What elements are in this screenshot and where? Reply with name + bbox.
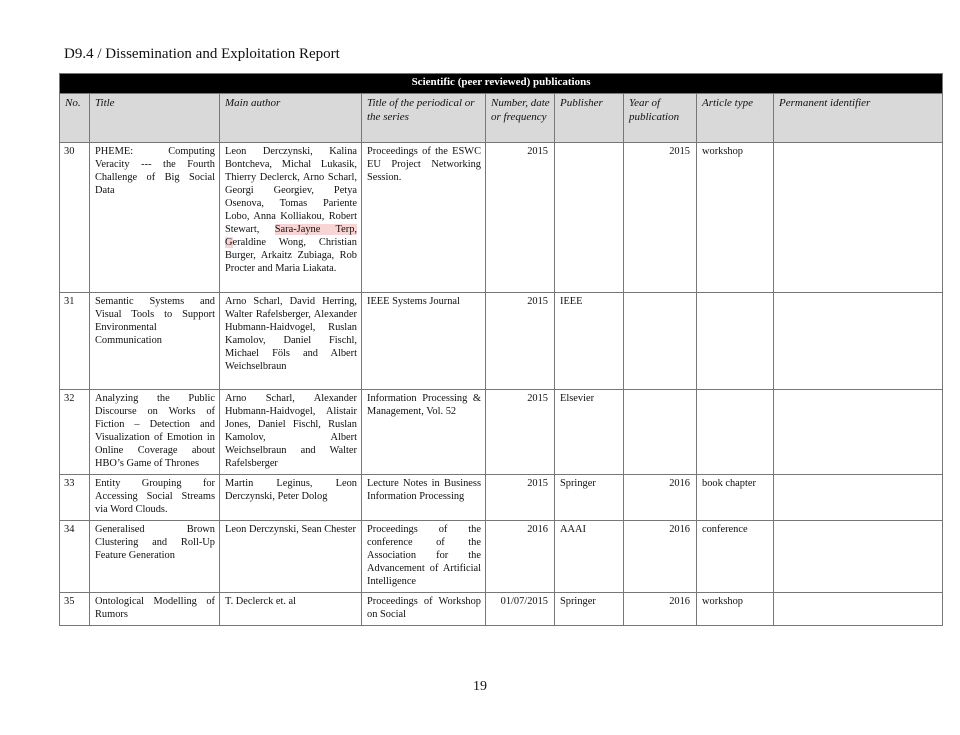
col-number: Number, date or frequency [486, 94, 555, 143]
row-publisher: Springer [555, 475, 624, 521]
row-periodical: Information Processing & Management, Vol. 52 [362, 390, 486, 475]
table-row [60, 521, 943, 593]
row-title: Generalised Brown Clustering and Roll-Up Feature Generation [90, 521, 220, 593]
row-identifier [774, 293, 943, 390]
row-publisher: Elsevier [555, 390, 624, 475]
table-row [60, 293, 943, 390]
col-article-type: Article type [697, 94, 774, 143]
row-no: 31 [60, 293, 90, 390]
row-author: Arno Scharl, Alexander Hubmann-Haidvogel, Alistair Jones, Daniel Fischl, Ruslan Kamolov, Albert Weichselbraun and Walter Rafelsberger [220, 390, 362, 475]
row-type [697, 293, 774, 390]
column-header-row [60, 94, 943, 143]
row-no: 34 [60, 521, 90, 593]
row-year: 2016 [624, 475, 697, 521]
author-highlight: Sara-Jayne Terp, G [225, 224, 357, 248]
row-no: 33 [60, 475, 90, 521]
row-number: 2016 [486, 521, 555, 593]
row-publisher [555, 143, 624, 293]
publications-table-container [59, 73, 942, 626]
row-periodical: Proceedings of the ESWC EU Project Networking Session. [362, 143, 486, 293]
row-publisher: IEEE [555, 293, 624, 390]
row-title: Ontological Modelling of Rumors [90, 593, 220, 626]
row-number: 2015 [486, 390, 555, 475]
row-periodical: IEEE Systems Journal [362, 293, 486, 390]
row-year [624, 293, 697, 390]
row-type: conference [697, 521, 774, 593]
author-text: Leon Derczynski, Kalina Bontcheva, Michal Lukasik, Thierry Declerck, Arno Scharl, Georgi Georgiev, Petya Osenova, Tomas Pariente Lobo, Anna Kolliakou, Robert Stewart, [225, 146, 357, 235]
row-publisher: AAAI [555, 521, 624, 593]
table-row [60, 390, 943, 475]
col-no: No. [60, 94, 90, 143]
row-title: PHEME: Computing Veracity --- the Fourth Challenge of Big Social Data [90, 143, 220, 293]
row-author: Martin Leginus, Leon Derczynski, Peter Dolog [220, 475, 362, 521]
row-type: workshop [697, 593, 774, 626]
row-identifier [774, 593, 943, 626]
row-author: Leon Derczynski, Sean Chester [220, 521, 362, 593]
publications-table [59, 73, 943, 626]
row-author: T. Declerck et. al [220, 593, 362, 626]
row-year: 2016 [624, 521, 697, 593]
row-number: 01/07/2015 [486, 593, 555, 626]
row-year: 2016 [624, 593, 697, 626]
col-title: Title [90, 94, 220, 143]
table-row [60, 475, 943, 521]
row-periodical: Proceedings of the conference of the Association for the Advancement of Artificial Intelligence [362, 521, 486, 593]
row-identifier [774, 143, 943, 293]
row-author: Arno Scharl, David Herring, Walter Rafelsberger, Alexander Hubmann-Haidvogel, Ruslan Kamolov, Daniel Fischl, Michael Föls and Albert Weichselbraun [220, 293, 362, 390]
row-title: Analyzing the Public Discourse on Works of Fiction – Detection and Visualization of Emotion in Online Coverage about HBO’s Game of Thrones [90, 390, 220, 475]
table-banner: Scientific (peer reviewed) publications [60, 74, 943, 94]
row-periodical: Proceedings of Workshop on Social [362, 593, 486, 626]
row-year [624, 390, 697, 475]
table-row [60, 593, 943, 626]
col-periodical: Title of the periodical or the series [362, 94, 486, 143]
row-identifier [774, 390, 943, 475]
row-identifier [774, 521, 943, 593]
document-header: D9.4 / Dissemination and Exploitation Report [64, 46, 340, 62]
row-author [220, 143, 362, 293]
row-title: Semantic Systems and Visual Tools to Support Environmental Communication [90, 293, 220, 390]
col-publisher: Publisher [555, 94, 624, 143]
row-no: 35 [60, 593, 90, 626]
col-main-author: Main author [220, 94, 362, 143]
col-identifier: Permanent identifier [774, 94, 943, 143]
col-year: Year of publication [624, 94, 697, 143]
row-type [697, 390, 774, 475]
row-number: 2015 [486, 475, 555, 521]
row-publisher: Springer [555, 593, 624, 626]
page-number: 19 [473, 679, 487, 694]
row-number: 2015 [486, 143, 555, 293]
row-periodical: Lecture Notes in Business Information Processing [362, 475, 486, 521]
row-type: book chapter [697, 475, 774, 521]
row-identifier [774, 475, 943, 521]
row-type: workshop [697, 143, 774, 293]
row-number: 2015 [486, 293, 555, 390]
row-year: 2015 [624, 143, 697, 293]
author-text-cont: eraldine Wong, Christian Burger, Arkaitz Zubiaga, Rob Procter and Maria Liakata. [225, 237, 357, 274]
row-no: 30 [60, 143, 90, 293]
row-title: Entity Grouping for Accessing Social Streams via Word Clouds. [90, 475, 220, 521]
row-no: 32 [60, 390, 90, 475]
table-row [60, 143, 943, 293]
